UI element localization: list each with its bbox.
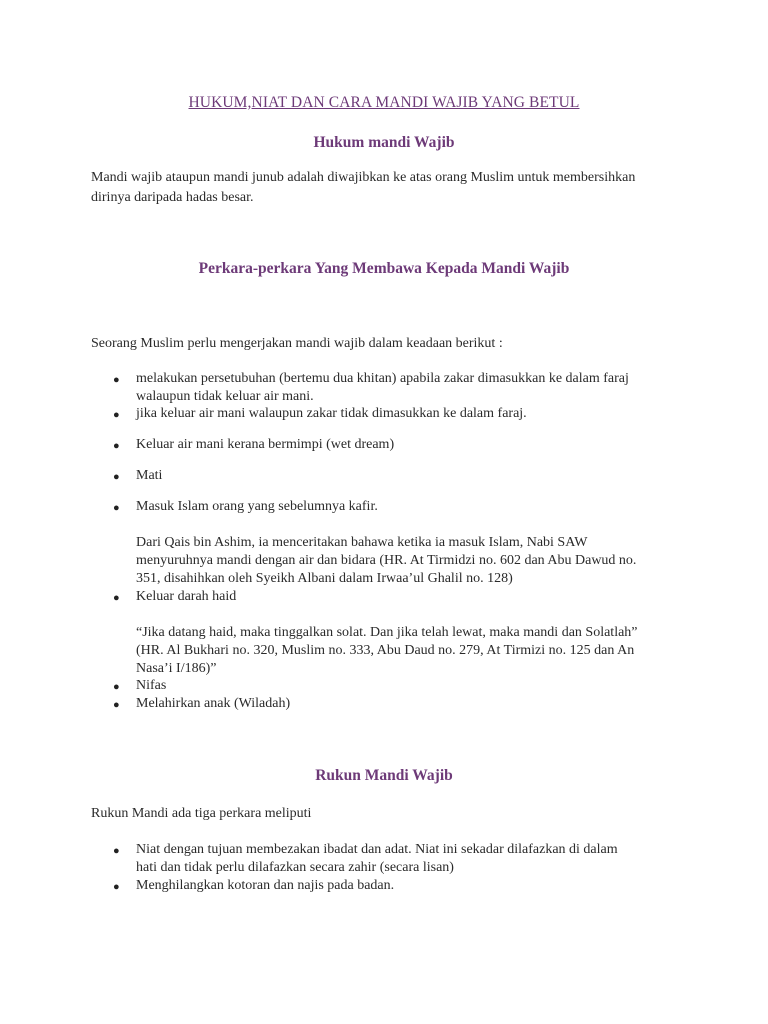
heading-perkara-mandi-wajib: Perkara-perkara Yang Membawa Kepada Mandi Wajib [198, 260, 570, 277]
note-line: (HR. Al Bukhari no. 320, Muslim no. 333, Abu Daud no. 279, At Tirmizi no. 125 dan An [136, 643, 635, 658]
paragraph-perkara-intro: Seorang Muslim perlu mengerjakan mandi wajib dalam keadaan berikut : [91, 336, 503, 351]
bullet-icon: ● [113, 440, 120, 452]
note-line: 351, disahihkan oleh Syeikh Albani dalam Irwaa’ul Ghalil no. 128) [136, 571, 513, 586]
list-item [136, 436, 678, 454]
bullet-icon: ● [113, 681, 120, 693]
paragraph-hukum-line2: dirinya daripada hadas besar. [91, 190, 254, 205]
document-title: HUKUM,NIAT DAN CARA MANDI WAJIB YANG BETUL [188, 94, 580, 111]
list-item-line: jika keluar air mani walaupun zakar tidak dimasukkan ke dalam faraj. [136, 406, 527, 421]
list-item-line: Masuk Islam orang yang sebelumnya kafir. [136, 499, 378, 514]
list-item-line: Menghilangkan kotoran dan najis pada badan. [136, 878, 395, 893]
bullet-icon: ● [113, 374, 120, 386]
list-item [136, 405, 678, 423]
list-item-note [136, 624, 678, 678]
bullet-icon: ● [113, 592, 120, 604]
list-item-line: melakukan persetubuhan (bertemu dua khitan) apabila zakar dimasukkan ke dalam faraj [136, 371, 629, 386]
bullet-icon: ● [113, 502, 120, 514]
heading-rukun-mandi-wajib: Rukun Mandi Wajib [315, 767, 453, 784]
note-line: menyuruhnya mandi dengan air dan bidara (HR. At Tirmidzi no. 602 dan Abu Dawud no. [136, 553, 637, 568]
list-item-line: Keluar air mani kerana bermimpi (wet dream) [136, 437, 395, 452]
bullet-icon: ● [113, 845, 120, 857]
heading-hukum-mandi-wajib: Hukum mandi Wajib [313, 134, 455, 151]
paragraph-hukum-line1: Mandi wajib ataupun mandi junub adalah diwajibkan ke atas orang Muslim untuk membersihkan [91, 170, 636, 185]
list-item-line: Mati [136, 468, 163, 483]
list-item [136, 498, 678, 516]
list-item [136, 877, 678, 895]
bullet-icon: ● [113, 471, 120, 483]
bullet-icon: ● [113, 409, 120, 421]
note-line: Nasa’i I/186)” [136, 661, 217, 676]
list-item [136, 841, 678, 877]
list-item-note [136, 534, 678, 588]
list-item-line: Niat dengan tujuan membezakan ibadat dan adat. Niat ini sekadar dilafazkan di dalam [136, 842, 618, 857]
list-item-line: Melahirkan anak (Wiladah) [136, 696, 291, 711]
bullet-icon: ● [113, 881, 120, 893]
list-item [136, 677, 678, 695]
list-item-line: Keluar darah haid [136, 589, 237, 604]
list-item-line: hati dan tidak perlu dilafazkan secara zahir (secara lisan) [136, 860, 454, 875]
list-item [136, 695, 678, 713]
list-item-line: walaupun tidak keluar air mani. [136, 389, 314, 404]
paragraph-rukun-intro: Rukun Mandi ada tiga perkara meliputi [91, 806, 312, 821]
note-line: Dari Qais bin Ashim, ia menceritakan bahawa ketika ia masuk Islam, Nabi SAW [136, 535, 588, 550]
list-item [136, 467, 678, 485]
list-item [136, 370, 678, 406]
list-item-line: Nifas [136, 678, 167, 693]
list-item [136, 588, 678, 606]
bullet-icon: ● [113, 699, 120, 711]
note-line: “Jika datang haid, maka tinggalkan solat. Dan jika telah lewat, maka mandi dan Solatlah” [136, 625, 638, 640]
